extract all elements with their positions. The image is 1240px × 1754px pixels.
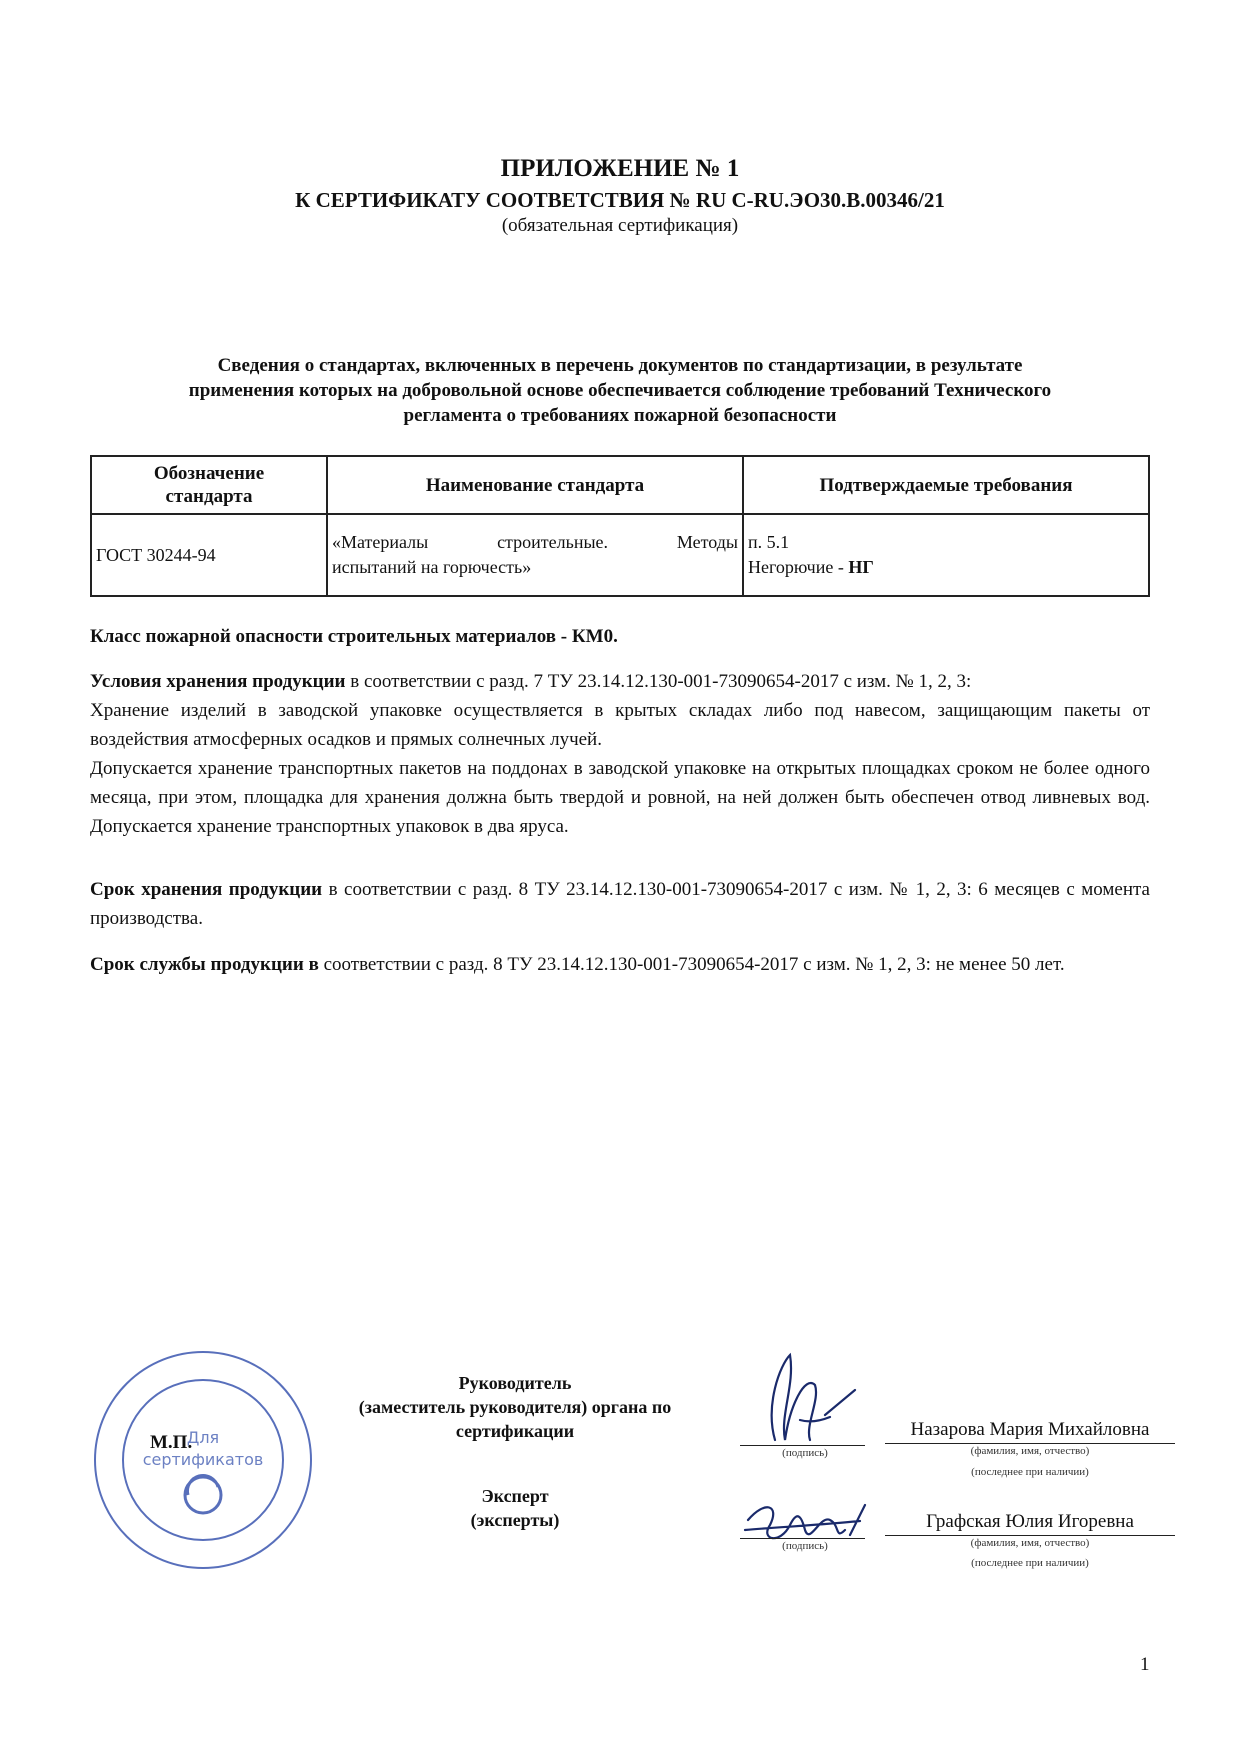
expert-name-caption: (фамилия, имя, отчество): [970, 1537, 1090, 1549]
document-title: ПРИЛОЖЕНИЕ № 1: [500, 155, 740, 182]
standards-heading-line: применения которых на добровольной основе обеспечивается соблюдение требований Технического: [188, 380, 1052, 401]
service-life: Срок службы продукции в соответствии с разд. 8 ТУ 23.14.12.130-001-73090654-2017 с изм. № 1, 2, 3: не менее 50 лет.: [90, 954, 1065, 975]
header-requirements: Подтверждаемые требования: [743, 456, 1149, 514]
storage-text: Допускается хранение транспортных пакетов на поддонах в заводской упаковке на открытых площадках сроком не более одного месяца, при этом, площадка для хранения должна быть твердой и ровной, на ней должен быть обеспечен отвод ливневых вод. Допускается хранение транспортных упаковок в два яруса.: [90, 758, 1150, 837]
stamp-place-label: М.П.: [150, 1432, 193, 1453]
stamp-center-text: сертификатов: [142, 1450, 264, 1469]
stamp-center-text: Для: [186, 1428, 220, 1447]
fire-hazard-class: Класс пожарной опасности строительных материалов - КМ0.: [90, 626, 618, 647]
header-designation: Обозначение стандарта: [91, 456, 327, 514]
cell-designation: ГОСТ 30244-94: [91, 514, 327, 596]
storage-label: Условия хранения продукции: [90, 671, 346, 692]
head-role: Руководитель (заместитель руководителя) органа по сертификации: [358, 1373, 672, 1441]
expert-signature-caption: (подпись): [782, 1540, 828, 1552]
head-name: Назарова Мария Михайловна: [910, 1419, 1150, 1440]
head-signature-line: [740, 1445, 865, 1446]
head-signature-caption: (подпись): [782, 1447, 828, 1459]
certification-stamp: [88, 1345, 318, 1575]
expert-role: Эксперт (эксперты): [470, 1486, 560, 1530]
storage-conditions: Условия хранения продукции в соответствии с разд. 7 ТУ 23.14.12.130-001-73090654-2017 с изм. № 1, 2, 3: Хранение изделий в заводской упаковке осуществляется в крытых складах либо под навесом, защищающим пакеты от воздействия атмосферных осадков и прямых солнечных лучей. Допускается хранение транспортных пакетов на поддонах в заводской упаковке на открытых площадках сроком не более одного месяца, при этом, площадка для хранения должна быть твердой и ровной, на ней должен быть обеспечен отвод ливневых вод. Допускается хранение транспортных упаковок в два яруса.: [90, 667, 1150, 841]
storage-text: Хранение изделий в заводской упаковке осуществляется в крытых складах либо под навесом, защищающим пакеты от воздействия атмосферных осадков и прямых солнечных лучей.: [90, 700, 1150, 750]
certificate-reference: К СЕРТИФИКАТУ СООТВЕТСТВИЯ № RU C-RU.ЭО30.В.00346/21: [295, 188, 945, 212]
expert-name-line: [885, 1535, 1175, 1536]
table-header-row: [91, 456, 1149, 514]
header-standard-name: Наименование стандарта: [327, 456, 743, 514]
standards-heading-line: Сведения о стандартах, включенных в перечень документов по стандартизации, в результате: [217, 355, 1023, 376]
service-life-label: Срок службы продукции: [90, 954, 304, 975]
shelf-life: Срок хранения продукции в соответствии с разд. 8 ТУ 23.14.12.130-001-73090654-2017 с изм. № 1, 2, 3: 6 месяцев с момента производства.: [90, 879, 1150, 929]
expert-name: Графская Юлия Игоревна: [926, 1511, 1134, 1532]
head-signature: [745, 1345, 865, 1455]
expert-signature-line: [740, 1538, 865, 1539]
standards-table: [90, 455, 1150, 597]
cell-requirements: п. 5.1 Негорючие - НГ: [743, 514, 1149, 596]
shelf-life-label: Срок хранения продукции: [90, 879, 323, 900]
cell-standard-name: «Материалы строительные. Методы испытаний на горючесть»: [327, 514, 743, 596]
certification-type-note: (обязательная сертификация): [501, 215, 739, 236]
standards-heading: [110, 353, 1130, 428]
standards-heading-line: регламента о требованиях пожарной безопасности: [403, 405, 837, 426]
head-name-caption-2: (последнее при наличии): [971, 1466, 1089, 1478]
page-number: 1: [1140, 1654, 1150, 1675]
expert-name-caption-2: (последнее при наличии): [971, 1557, 1089, 1569]
table-row: [91, 514, 1149, 596]
head-name-line: [885, 1443, 1175, 1444]
head-name-caption: (фамилия, имя, отчество): [970, 1445, 1090, 1457]
